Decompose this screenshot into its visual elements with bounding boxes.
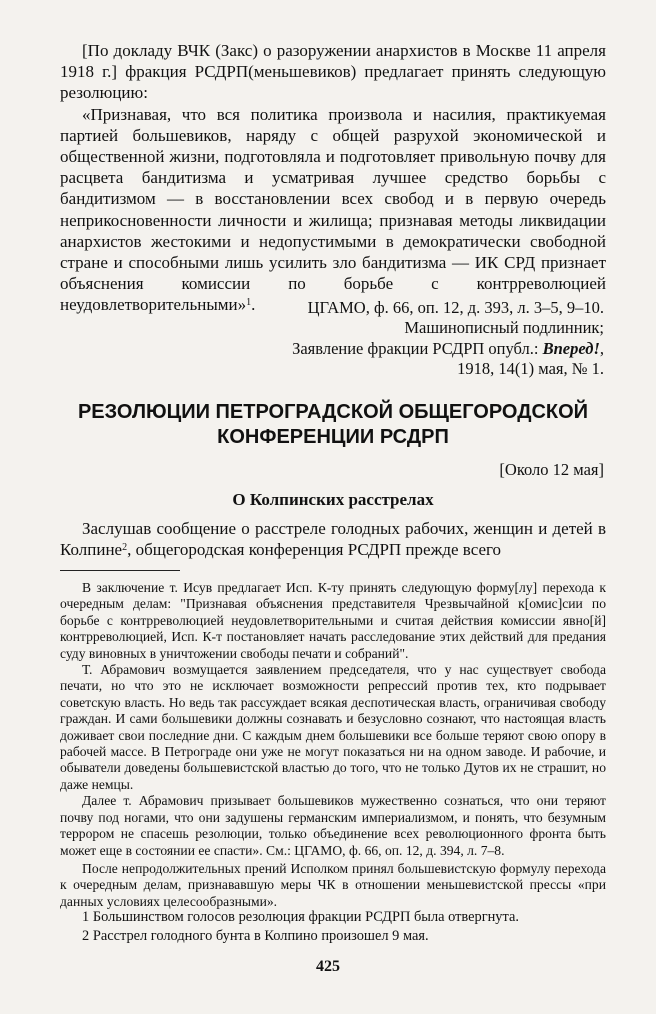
date-note: [Около 12 мая]: [499, 460, 604, 479]
note-paragraph-3: Далее т. Абрамович призывает большевиков мужественно сознаться, что они теряют почву под ногами, что они задушены германским империализмом, и понять, что безумным террором не спасешь резолюции, только объединение всех революционного фронта быть может еще в состоянии ее спасти». См.: ЦГАМО, ф. 66, оп. 12, д. 394, л. 7–8.: [60, 793, 606, 858]
source-line-2: Машинописный подлинник;: [404, 318, 604, 338]
editorial-notes: [60, 580, 606, 910]
footnotes: [60, 908, 606, 946]
footnote-divider: [60, 570, 180, 571]
archive-source: [292, 298, 604, 380]
note-paragraph-1: В заключение т. Исув предлагает Исп. К-ту принять следующую форму[лу] перехода к очередным делам: "Признавая объяснения представителя Чрезвычайной к[омис]сии по борьбе с контрреволюцией неудовлетворительными и считая действия комиссии явно[й] контрреволюцией, Исп. К-т постановляет начать расследование этих действий для предания суду виновных в уничтожении свободы печати и собраний".: [60, 580, 606, 661]
footnote-ref-1: 1: [246, 297, 252, 309]
note-paragraph-2: Т. Абрамович возмущается заявлением председателя, что у нас существует свобода печати, но что это не исключает возможности репрессий против тех, кто подрывает советскую власть. Но ведь так рассуждает всякая деспотическая власть, ограничивая свободу граждан. И сами большевики должны сознавать и безусловно сознают, что настоящая власть доживает свои последние дни. С каждым днем большевики все больше теряют свою опору в рабочей массе. В Петрограде они уже не могут показаться ни на одном заводе. И рабочие, и обыватели доведены большевистской властью до того, что не только Дутов их не страшит, но даже немцы.: [60, 662, 606, 792]
publication-title: Вперед!: [542, 338, 600, 358]
source-line-1: ЦГАМО, ф. 66, оп. 12, д. 393, л. 3–5, 9–10.: [307, 298, 604, 317]
footnote-1: 1 Большинством голосов резолюция фракции РСДРП была отвергнута.: [82, 909, 519, 925]
subheading: О Колпинских расстрелах: [232, 490, 434, 509]
note-paragraph-4: После непродолжительных прений Исполком принял большевистскую формулу перехода к очередным делам, признававшую меры ЧК в отношении меньшевистской прессы «при данных условиях целесообразными».: [60, 860, 606, 909]
footnote-ref-2: 2: [122, 542, 128, 554]
intro-paragraph: [По докладу ВЧК (Закс) о разоружении анархистов в Москве 11 апреля 1918 г.] фракция РСДРП(меньшевиков) предлагает принять следующую резолюцию:: [60, 41, 606, 103]
footnote-2: 2 Расстрел голодного бунта в Колпино произошел 9 мая.: [82, 928, 429, 944]
intro-text: [60, 40, 606, 316]
page-number: 425: [316, 958, 340, 975]
kolpino-resolution-text: Заслушав сообщение о расстреле голодных рабочих, женщин и детей в Колпине$^2$, общегородская конференция РСДРП прежде всего: [60, 519, 606, 560]
menshevik-resolution-paragraph: «Признавая, что вся политика произвола и насилия, практикуемая партией большевиков, наряду с общей разрухой экономической и общественной жизни, подготовляла и подготовляет привольную почву для расцвета бандитизма и усматривая лучшее средство борьбы с бандитизмом — в восстановлении всех свобод и в первую очередь неприкосновенности личности и жилища; признавая методы ликвидации анархистов жестокими и недопустимыми в демократически свободной стране и способными лишь усилить зло бандитизма — ИК СРД признает объяснения комиссии по борьбе с контрреволюцией неудовлетворительными»$^1$.: [60, 104, 606, 315]
source-line-3: Заявление фракции РСДРП опубл.: Вперед!,: [292, 338, 604, 358]
source-line-4: 1918, 14(1) мая, № 1.: [457, 359, 604, 379]
section-heading: РЕЗОЛЮЦИИ ПЕТРОГРАДСКОЙ ОБЩЕГОРОДСКОЙ КОНФЕРЕНЦИИ РСДРП: [77, 401, 589, 448]
